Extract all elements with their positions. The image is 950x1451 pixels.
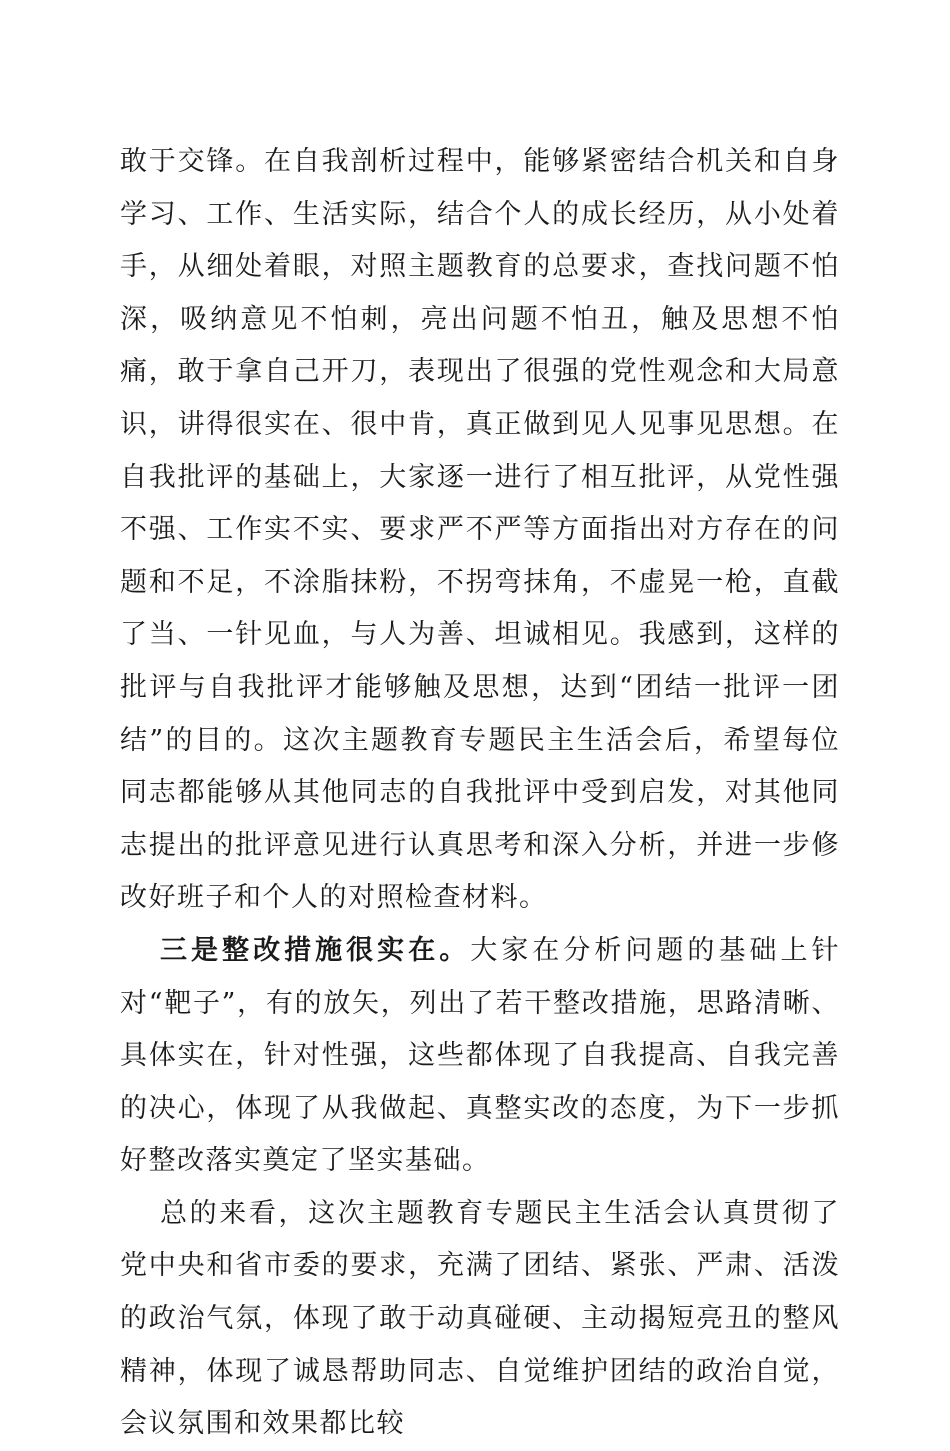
paragraph-rectification <box>120 925 840 1188</box>
paragraph-continuation <box>120 136 840 925</box>
document-body <box>120 136 840 1451</box>
paragraph-summary <box>120 1188 840 1451</box>
paragraph-text: 总的来看，这次主题教育专题民主生活会认真贯彻了党中央和省市委的要求，充满了团结、紧张、严肃、活泼的政治气氛，体现了敢于动真碰硬、主动揭短亮丑的整风精神，体现了诚恳帮助同志、自觉维护团结的政治自觉，会议氛围和效果都比较 <box>120 1197 840 1440</box>
paragraph-lead-heading: 三是整改措施很实在。 <box>160 934 471 966</box>
paragraph-text: 敢于交锋。在自我剖析过程中，能够紧密结合机关和自身学习、工作、生活实际，结合个人的成长经历，从小处着手，从细处着眼，对照主题教育的总要求，查找问题不怕深，吸纳意见不怕刺，亮出问题不怕丑，触及思想不怕痛，敢于拿自己开刀，表现出了很强的党性观念和大局意识，讲得很实在、很中肯，真正做到见人见事见思想。在自我批评的基础上，大家逐一进行了相互批评，从党性强不强、工作实不实、要求严不严等方面指出对方存在的问题和不足，不涂脂抹粉，不拐弯抹角，不虚晃一枪，直截了当、一针见血，与人为善、坦诚相见。我感到，这样的批评与自我批评才能够触及思想，达到“团结一批评一团结”的目的。这次主题教育专题民主生活会后，希望每位同志都能够从其他同志的自我批评中受到启发，对其他同志提出的批评意见进行认真思考和深入分析，并进一步修改好班子和个人的对照检查材料。 <box>120 146 840 914</box>
paragraph-text: 大家在分析问题的基础上针对“靶子”，有的放矢，列出了若干整改措施，思路清晰、具体实在，针对性强，这些都体现了自我提高、自我完善的决心，体现了从我做起、真整实改的态度，为下一步抓好整改落实奠定了坚实基础。 <box>120 934 841 1177</box>
